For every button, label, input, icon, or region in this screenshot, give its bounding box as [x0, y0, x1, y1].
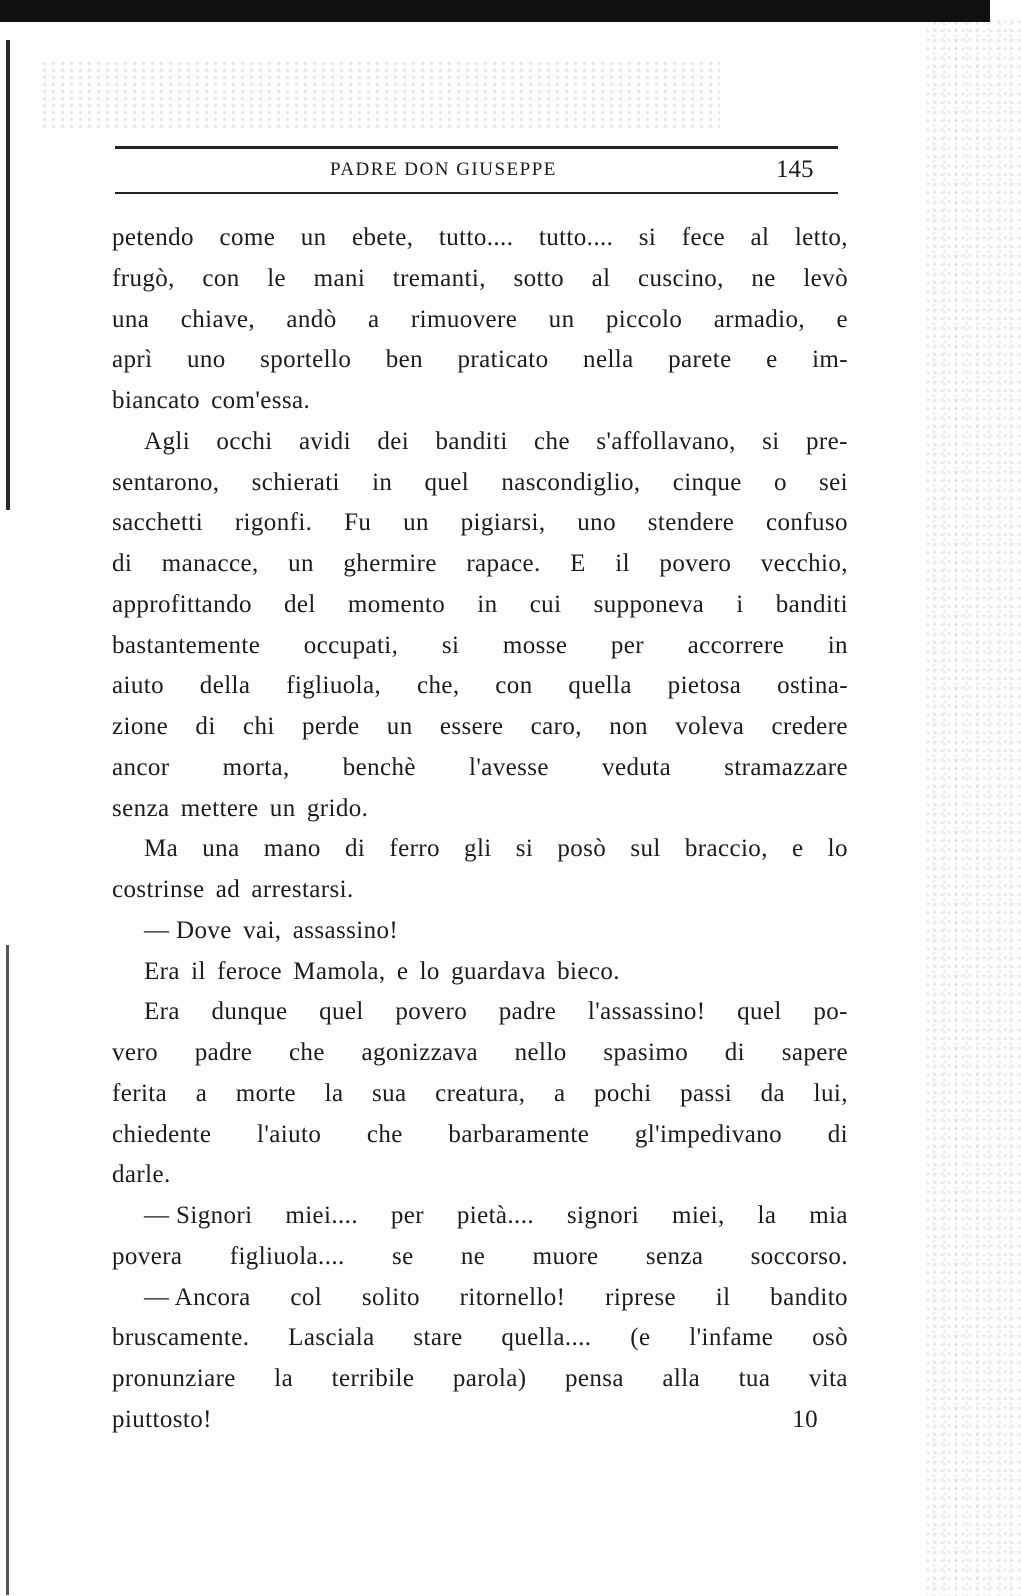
word: povera — [112, 1242, 183, 1270]
word: la — [274, 1365, 294, 1392]
word: si — [515, 835, 534, 863]
text-line — [112, 626, 848, 667]
word: di — [724, 1039, 746, 1066]
word: Ma — [144, 835, 179, 863]
word: supponeva — [593, 590, 705, 618]
word: senza — [112, 794, 170, 822]
text-line — [112, 666, 848, 707]
text-line — [112, 1359, 848, 1400]
text-line — [112, 300, 848, 341]
word: o — [773, 468, 787, 496]
word: piuttosto! — [112, 1405, 212, 1433]
word: lui, — [813, 1079, 848, 1107]
text-line — [112, 789, 848, 830]
word: ben — [385, 346, 424, 374]
word: nascondiglio, — [501, 468, 641, 496]
word: rigonfi. — [234, 509, 313, 537]
word: Era — [144, 957, 180, 985]
text-line — [112, 503, 848, 544]
scan-noise-top — [40, 60, 720, 130]
word: se — [391, 1242, 414, 1270]
word: sentarono, — [112, 468, 220, 496]
text-line — [112, 911, 848, 952]
word: passi — [680, 1079, 733, 1107]
word: miei.... — [285, 1202, 358, 1229]
word: aprì — [112, 346, 153, 374]
word: nello — [514, 1039, 567, 1066]
word: quella — [568, 672, 632, 700]
word: uno — [186, 346, 226, 374]
word: parola) — [452, 1365, 527, 1392]
word: terribile — [331, 1365, 415, 1392]
word: ferro — [389, 835, 440, 863]
word: ferita — [112, 1079, 168, 1107]
word: tremanti, — [392, 264, 486, 292]
word: in — [477, 590, 498, 618]
text-line — [112, 870, 848, 911]
word: vecchio, — [760, 550, 848, 577]
running-title: PADRE DON GIUSEPPE — [330, 159, 557, 180]
word: veduta — [602, 753, 672, 781]
word: ad — [215, 876, 241, 903]
word: quel — [737, 998, 782, 1026]
word: costrinse — [112, 876, 205, 903]
word: braccio, — [684, 835, 768, 863]
word: come — [219, 224, 276, 251]
word: per — [390, 1202, 424, 1229]
word: letto, — [794, 224, 848, 251]
word: con — [495, 672, 533, 700]
word: voleva — [675, 713, 745, 740]
word: s'affollavano, — [596, 427, 736, 455]
text-line — [112, 1278, 848, 1319]
word: l'assassino! — [587, 998, 706, 1026]
word: sua — [372, 1079, 407, 1107]
word: gli — [464, 835, 492, 863]
word: muore — [532, 1242, 599, 1270]
word: sapere — [781, 1039, 848, 1066]
word: si — [762, 427, 780, 455]
word: sul — [630, 835, 661, 863]
word: ne — [751, 264, 776, 292]
word: col — [290, 1283, 323, 1311]
word: senza — [645, 1242, 704, 1270]
text-line — [112, 585, 848, 626]
text-line — [112, 1318, 848, 1359]
word: occupati, — [303, 631, 399, 659]
word: un — [548, 305, 575, 333]
word: che, — [416, 672, 460, 700]
word: del — [284, 590, 316, 618]
word: assassino! — [292, 916, 399, 944]
word: pietosa — [667, 672, 742, 700]
word: morta, — [222, 753, 290, 781]
text-line — [112, 1033, 848, 1074]
word: soccorso. — [750, 1242, 848, 1270]
word: miei, — [671, 1202, 725, 1229]
text-line — [112, 1237, 848, 1278]
word: aiuto — [112, 672, 164, 700]
word: chi — [242, 713, 275, 740]
word: biancato — [112, 387, 200, 414]
text-line — [112, 1196, 848, 1237]
word: ostina- — [777, 672, 848, 700]
text-line — [112, 748, 848, 789]
word: morte — [235, 1079, 297, 1107]
text-line — [112, 1155, 848, 1196]
word: banditi — [775, 590, 848, 618]
word: barbaramente — [448, 1120, 590, 1148]
word: mano — [263, 835, 321, 863]
word: a — [195, 1079, 208, 1107]
word: con — [202, 264, 240, 292]
word: vita — [808, 1365, 848, 1392]
scan-border-left — [6, 40, 10, 510]
word: signori — [566, 1202, 640, 1229]
word: — Signori — [144, 1202, 253, 1229]
text-line — [112, 340, 848, 381]
word: quel — [319, 998, 364, 1026]
word: tua — [738, 1365, 771, 1392]
word: E — [570, 550, 586, 577]
word: mosse — [502, 631, 568, 659]
word: povero — [659, 550, 732, 577]
text-line — [112, 1400, 848, 1441]
word: in — [827, 631, 848, 659]
word: levò — [803, 264, 848, 292]
word: che — [366, 1120, 403, 1148]
word: perde — [301, 713, 360, 740]
word: vero — [112, 1039, 159, 1066]
word: caro, — [530, 713, 582, 740]
word: si — [441, 631, 460, 659]
word: tutto.... — [438, 224, 514, 251]
word: grido. — [306, 794, 369, 822]
word: praticato — [457, 346, 549, 374]
word: rimuovere — [410, 305, 518, 333]
word: pre- — [806, 427, 848, 455]
word: quel — [424, 468, 470, 496]
word: Fu — [344, 509, 372, 537]
word: stare — [413, 1324, 463, 1352]
word: il — [191, 957, 206, 985]
text-line — [112, 1074, 848, 1115]
word: si — [638, 224, 657, 251]
word: sportello — [260, 346, 352, 374]
word: bandito — [770, 1283, 848, 1311]
word: da — [760, 1079, 786, 1107]
text-line — [112, 381, 848, 422]
scan-border-left-lower — [6, 945, 9, 1595]
word: schierati — [251, 468, 340, 496]
word: osò — [812, 1324, 848, 1352]
word: un — [269, 794, 296, 822]
word: solito — [361, 1283, 420, 1311]
text-line — [112, 952, 848, 993]
word: e — [396, 957, 409, 985]
word: occhi — [216, 427, 273, 455]
word: rapace. — [466, 550, 541, 577]
word: pietà.... — [456, 1202, 535, 1229]
word: darle. — [112, 1161, 171, 1189]
word: un — [300, 224, 327, 251]
word: manacce, — [161, 550, 259, 577]
word: le — [267, 264, 287, 292]
word: Era — [144, 998, 180, 1026]
text-line — [112, 829, 848, 870]
word: armadio, — [713, 305, 806, 333]
word: tutto.... — [538, 224, 614, 251]
word: della — [199, 672, 251, 700]
word: mia — [809, 1202, 848, 1229]
word: di — [827, 1120, 848, 1148]
word: non — [609, 713, 648, 740]
word: padre — [498, 998, 557, 1026]
word: chiave, — [180, 305, 255, 333]
word: frugò, — [112, 264, 175, 292]
word: creatura, — [435, 1079, 526, 1107]
signature-mark: 10 — [792, 1405, 818, 1433]
word: stramazzare — [724, 753, 848, 781]
header-rule-bottom — [115, 192, 838, 194]
text-line — [112, 422, 848, 463]
word: feroce — [217, 957, 282, 985]
word: essere — [439, 713, 504, 740]
word: Lasciala — [288, 1324, 375, 1352]
word: per — [610, 631, 645, 659]
word: la — [757, 1202, 777, 1229]
word: pigiarsi, — [460, 509, 546, 537]
word: quella.... — [501, 1324, 592, 1352]
word: la — [324, 1079, 344, 1107]
word: il — [615, 550, 630, 577]
word: lo — [827, 835, 848, 863]
word: ebete, — [352, 224, 414, 251]
word: ancor — [112, 753, 170, 781]
word: posò — [557, 835, 607, 863]
word: dunque — [211, 998, 288, 1026]
word: banditi — [435, 427, 508, 455]
word: padre — [194, 1039, 253, 1066]
text-line — [112, 992, 848, 1033]
word: cuscino, — [638, 264, 724, 292]
word: al — [591, 264, 611, 292]
word: sei — [819, 468, 848, 496]
word: Agli — [144, 427, 191, 455]
word: bruscamente. — [112, 1324, 250, 1352]
word: approfittando — [112, 590, 252, 618]
word: benchè — [342, 753, 416, 781]
body-text — [112, 218, 848, 1441]
word: dei — [377, 427, 410, 455]
word: po- — [813, 998, 848, 1026]
word: fece — [681, 224, 725, 251]
word: agonizzava — [361, 1039, 478, 1066]
word: stendere — [647, 509, 735, 537]
word: i — [736, 590, 744, 618]
word: il — [715, 1283, 731, 1311]
scan-border-top — [0, 0, 990, 22]
word: povero — [395, 998, 468, 1026]
word: pronunziare — [112, 1365, 236, 1392]
word: uno — [577, 509, 616, 537]
scan-noise-right — [926, 20, 1021, 1596]
word: bastantemente — [112, 631, 261, 659]
word: e — [766, 346, 778, 374]
word: che — [288, 1039, 325, 1066]
word: l'avesse — [469, 753, 549, 781]
word: — Dove — [144, 916, 232, 944]
word: lo — [419, 957, 440, 985]
word: l'aiuto — [257, 1120, 322, 1148]
word: pochi — [594, 1079, 652, 1107]
word: mettere — [180, 794, 259, 822]
word: che — [534, 427, 570, 455]
word: una — [202, 835, 240, 863]
word: un — [386, 713, 413, 740]
word: zione — [112, 713, 169, 740]
text-line — [112, 218, 848, 259]
word: al — [750, 224, 770, 251]
word: chiedente — [112, 1120, 212, 1148]
word: (e — [630, 1324, 651, 1352]
word: petendo — [112, 224, 194, 251]
word: andò — [286, 305, 337, 333]
word: accorrere — [687, 631, 785, 659]
word: di — [344, 835, 366, 863]
word: di — [112, 550, 133, 577]
word: ritornello! — [459, 1283, 566, 1311]
header-rule-top — [115, 146, 838, 149]
word: riprese — [605, 1283, 676, 1311]
word: a — [368, 305, 380, 333]
text-line — [112, 1115, 848, 1156]
word: un — [288, 550, 314, 577]
word: — Ancora — [144, 1283, 251, 1311]
word: figliuola, — [286, 672, 382, 700]
word: alla — [662, 1365, 701, 1392]
text-line — [112, 463, 848, 504]
word: bieco. — [557, 957, 620, 985]
word: piccolo — [605, 305, 683, 333]
word: pensa — [564, 1365, 624, 1392]
word: una — [112, 305, 150, 333]
word: sotto — [513, 264, 565, 292]
word: vai, — [243, 916, 282, 944]
word: e — [836, 305, 848, 333]
word: un — [403, 509, 429, 537]
word: guardava — [451, 957, 546, 985]
word: l'infame — [689, 1324, 774, 1352]
word: cui — [529, 590, 562, 618]
word: com'essa. — [211, 387, 311, 414]
word: avidi — [298, 427, 351, 455]
text-line — [112, 707, 848, 748]
word: cinque — [672, 468, 742, 496]
word: mani — [313, 264, 366, 292]
word: spasimo — [603, 1039, 689, 1066]
word: parete — [668, 346, 732, 374]
word: nella — [583, 346, 634, 374]
word: confuso — [766, 509, 848, 537]
word: ghermire — [343, 550, 437, 577]
word: momento — [347, 590, 446, 618]
word: figliuola.... — [229, 1242, 345, 1270]
word: sacchetti — [112, 509, 204, 537]
word: ne — [460, 1242, 486, 1270]
word: gl'impedivano — [634, 1120, 783, 1148]
word: e — [791, 835, 804, 863]
text-line — [112, 259, 848, 300]
word: credere — [771, 713, 848, 740]
word: in — [372, 468, 393, 496]
word: a — [553, 1079, 566, 1107]
word: arrestarsi. — [251, 876, 354, 903]
word: Mamola, — [293, 957, 386, 985]
word: di — [195, 713, 216, 740]
text-line — [112, 544, 848, 585]
page-number: 145 — [776, 156, 814, 183]
word: im- — [812, 346, 848, 374]
